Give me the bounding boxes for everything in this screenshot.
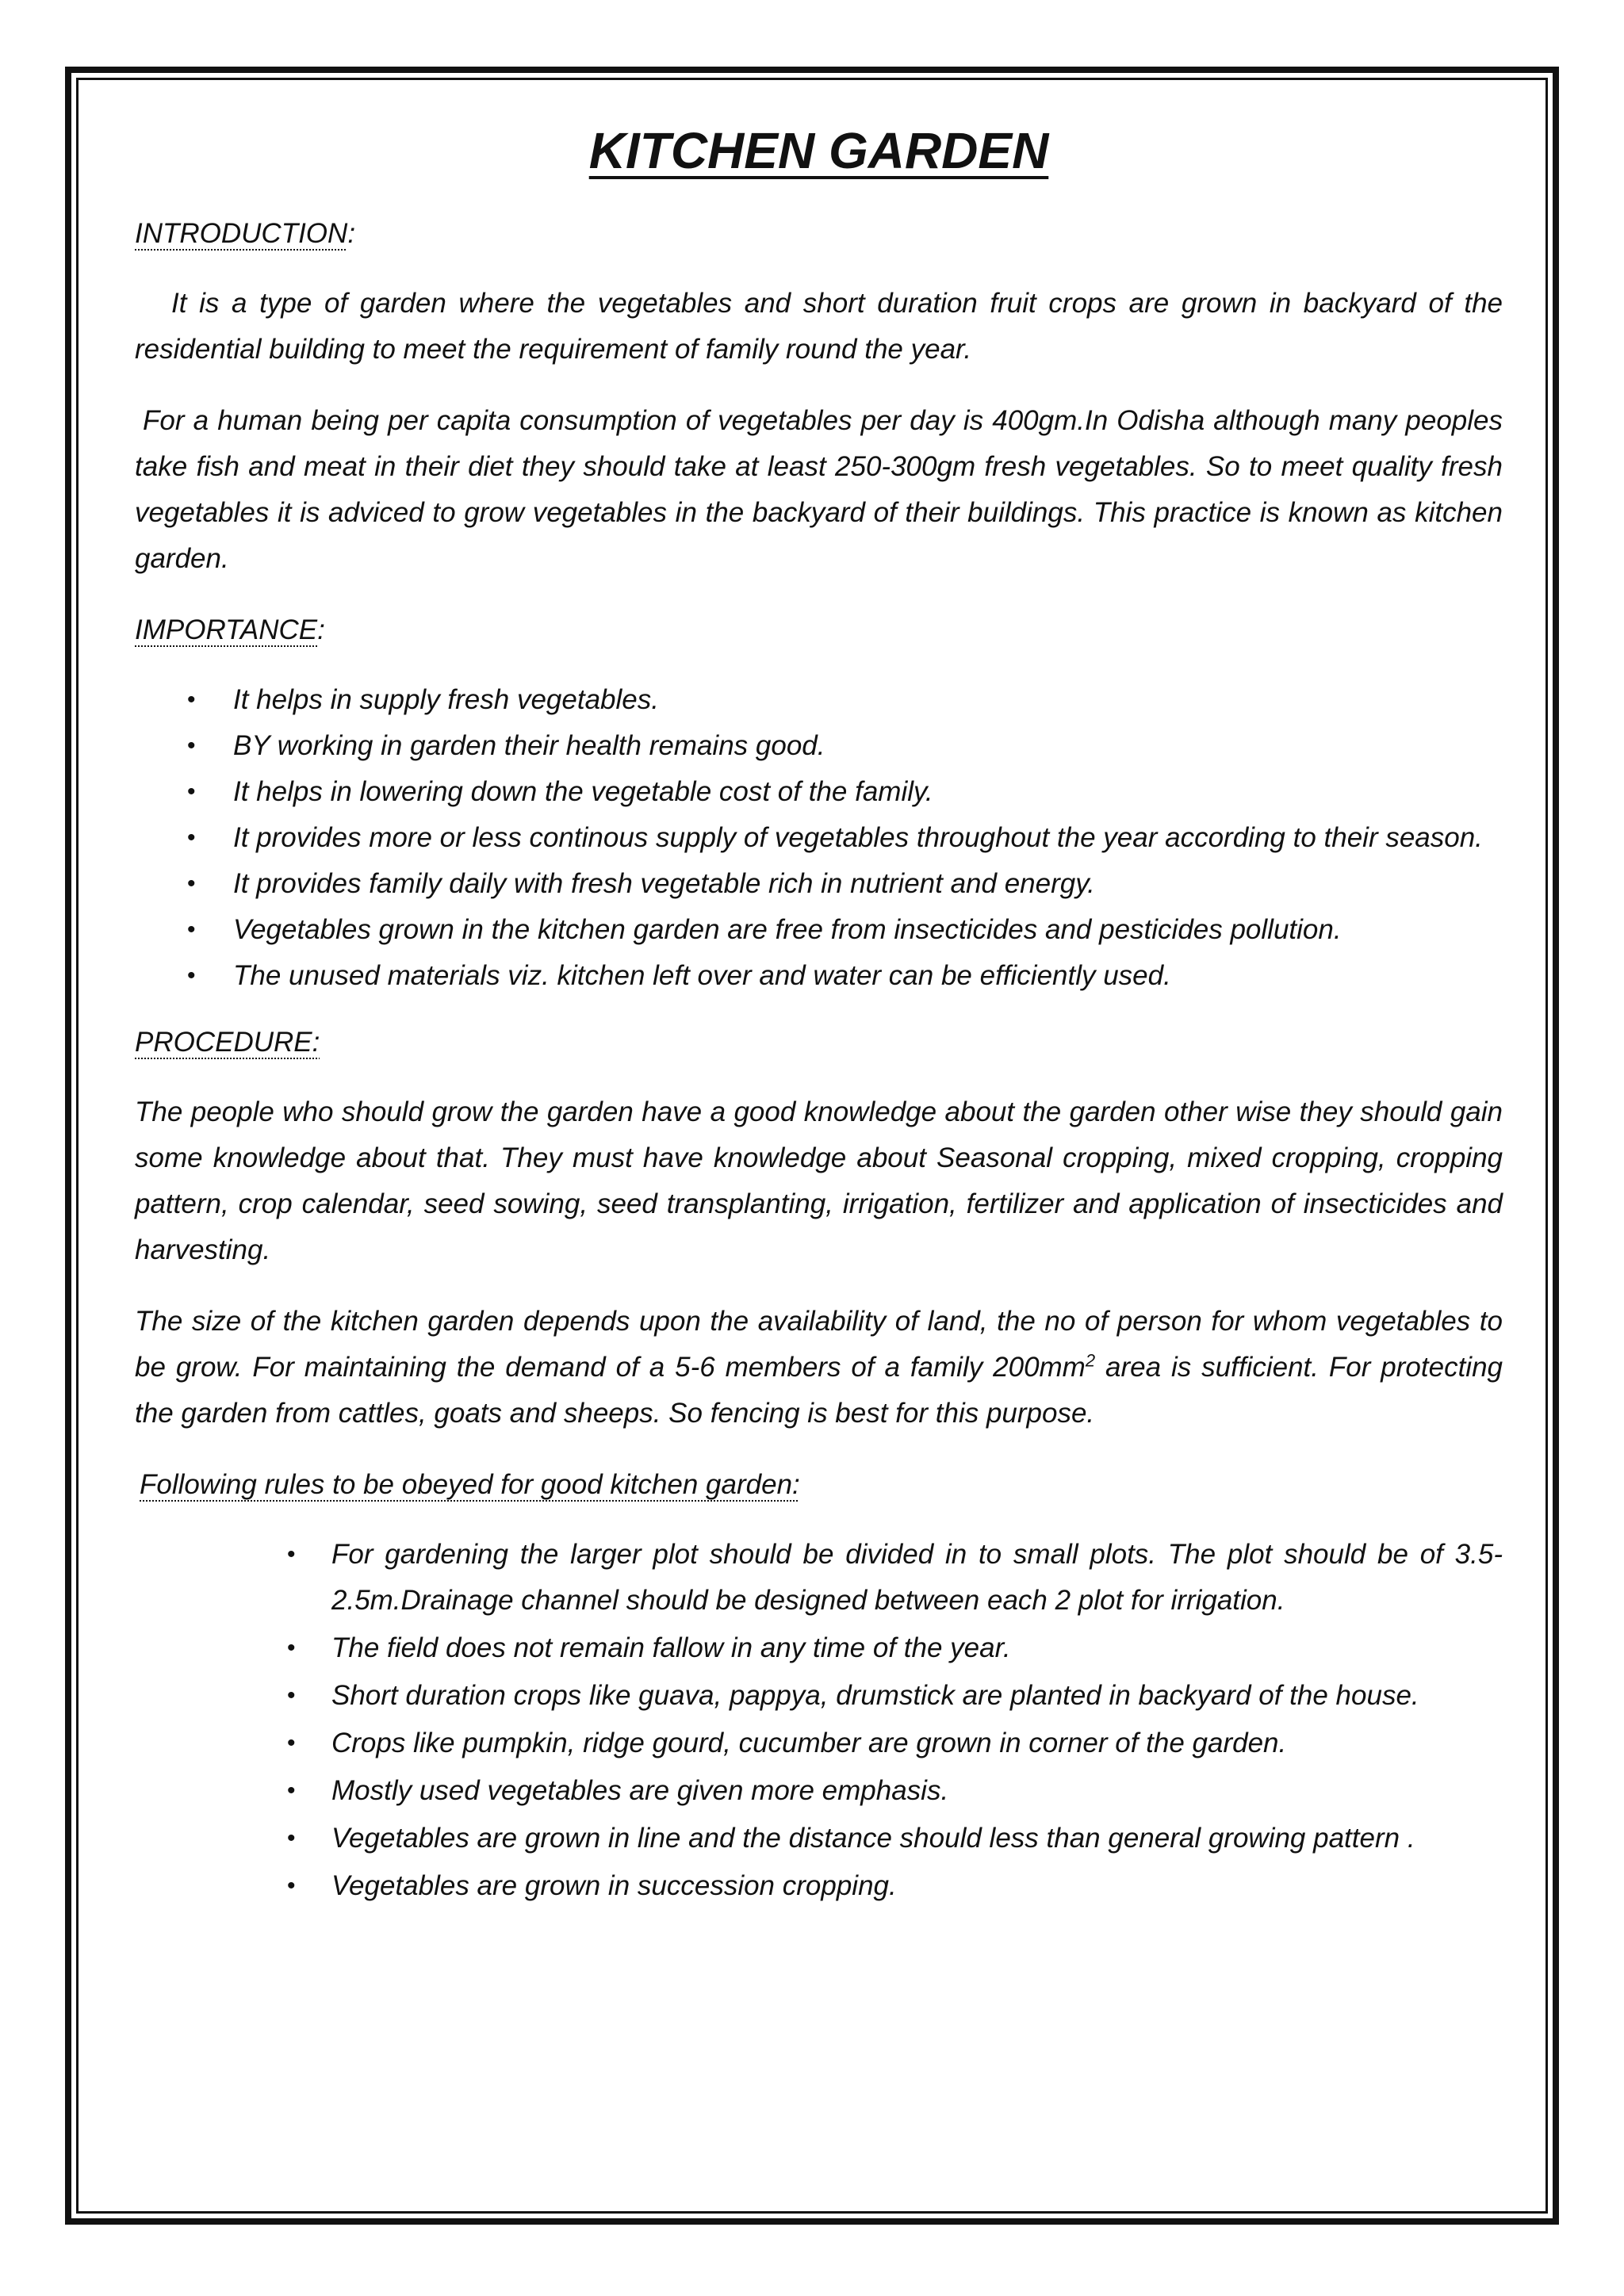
procedure-paragraph-1: The people who should grow the garden have a good knowledge about the garden other wise they should gain some knowledge about that. They must have knowledge about Seasonal cropping, mixed cropping, cropping pattern, crop calendar, seed sowing, seed transplanting, irrigation, fertilizer and application of insecticides and harvesting. (135, 1096, 1503, 1265)
list-item: • It helps in lowering down the vegetable cost of the family. (135, 769, 1503, 815)
importance-heading: IMPORTANCE: (135, 614, 325, 645)
list-item: • Vegetables grown in the kitchen garden are free from insecticides and pesticides pollution. (135, 907, 1503, 953)
bullet-icon: • (287, 1730, 296, 1756)
list-item: • The unused materials viz. kitchen left over and water can be efficiently used. (135, 953, 1503, 999)
introduction-heading: INTRODUCTION: (135, 218, 356, 249)
list-item: • The field does not remain fallow in any time of the year. (135, 1625, 1503, 1671)
list-item: • Vegetables are grown in line and the distance should less than general growing pattern . (135, 1816, 1503, 1862)
bullet-icon: • (287, 1873, 296, 1899)
procedure-heading: PROCEDURE: (135, 1027, 320, 1058)
list-item: • BY working in garden their health remains good. (135, 723, 1503, 769)
bullet-icon: • (187, 916, 196, 943)
procedure-paragraph-2: The size of the kitchen garden depends upon the availability of land, the no of person for whom vegetables to be grow. For maintaining the demand of a 5-6 members of a family $200mm^2$ area is sufficient. For protecting the garden from cattles, goats and sheeps. So fencing is best for this purpose. (135, 1306, 1503, 1429)
bullet-icon: • (187, 962, 196, 989)
bullet-icon: • (187, 871, 196, 897)
list-item: • Crops like pumpkin, ridge gourd, cucumber are grown in corner of the garden. (135, 1720, 1503, 1766)
bullet-icon: • (187, 733, 196, 759)
bullet-icon: • (287, 1777, 296, 1804)
list-item: • It provides family daily with fresh vegetable rich in nutrient and energy. (135, 861, 1503, 907)
list-item: • Short duration crops like guava, pappya, drumstick are planted in backyard of the house. (135, 1673, 1503, 1719)
bullet-icon: • (287, 1825, 296, 1851)
bullet-icon: • (187, 825, 196, 851)
list-item: • Mostly used vegetables are given more emphasis. (135, 1768, 1503, 1814)
rules-heading: Following rules to be obeyed for good kitchen garden: (140, 1469, 800, 1500)
bullet-icon: • (187, 687, 196, 713)
bullet-icon: • (287, 1682, 296, 1709)
document-title: KITCHEN GARDEN (588, 122, 1049, 179)
bullet-icon: • (287, 1541, 296, 1567)
bullet-icon: • (187, 779, 196, 805)
list-item: • It provides more or less continous supply of vegetables throughout the year according to their season. (135, 815, 1503, 861)
introduction-paragraph-1: It is a type of garden where the vegetables and short duration fruit crops are grown in backyard of the residential building to meet the requirement of family round the year. (135, 288, 1503, 365)
list-item: • For gardening the larger plot should be divided in to small plots. The plot should be of 3.5-2.5m.Drainage channel should be designed between each 2 plot for irrigation. (135, 1532, 1503, 1624)
document-content (135, 119, 1503, 1911)
list-item: • Vegetables are grown in succession cropping. (135, 1863, 1503, 1909)
bullet-icon: • (287, 1635, 296, 1661)
list-item: • It helps in supply fresh vegetables. (135, 677, 1503, 723)
rules-list (135, 1532, 1503, 1909)
introduction-paragraph-2: For a human being per capita consumption of vegetables per day is 400gm.In Odisha although many peoples take fish and meat in their diet they should take at least 250-300gm fresh vegetables. So to meet quality fresh vegetables it is adviced to grow vegetables in the backyard of their buildings. This practice is known as kitchen garden. (135, 405, 1503, 574)
importance-list (135, 677, 1503, 999)
